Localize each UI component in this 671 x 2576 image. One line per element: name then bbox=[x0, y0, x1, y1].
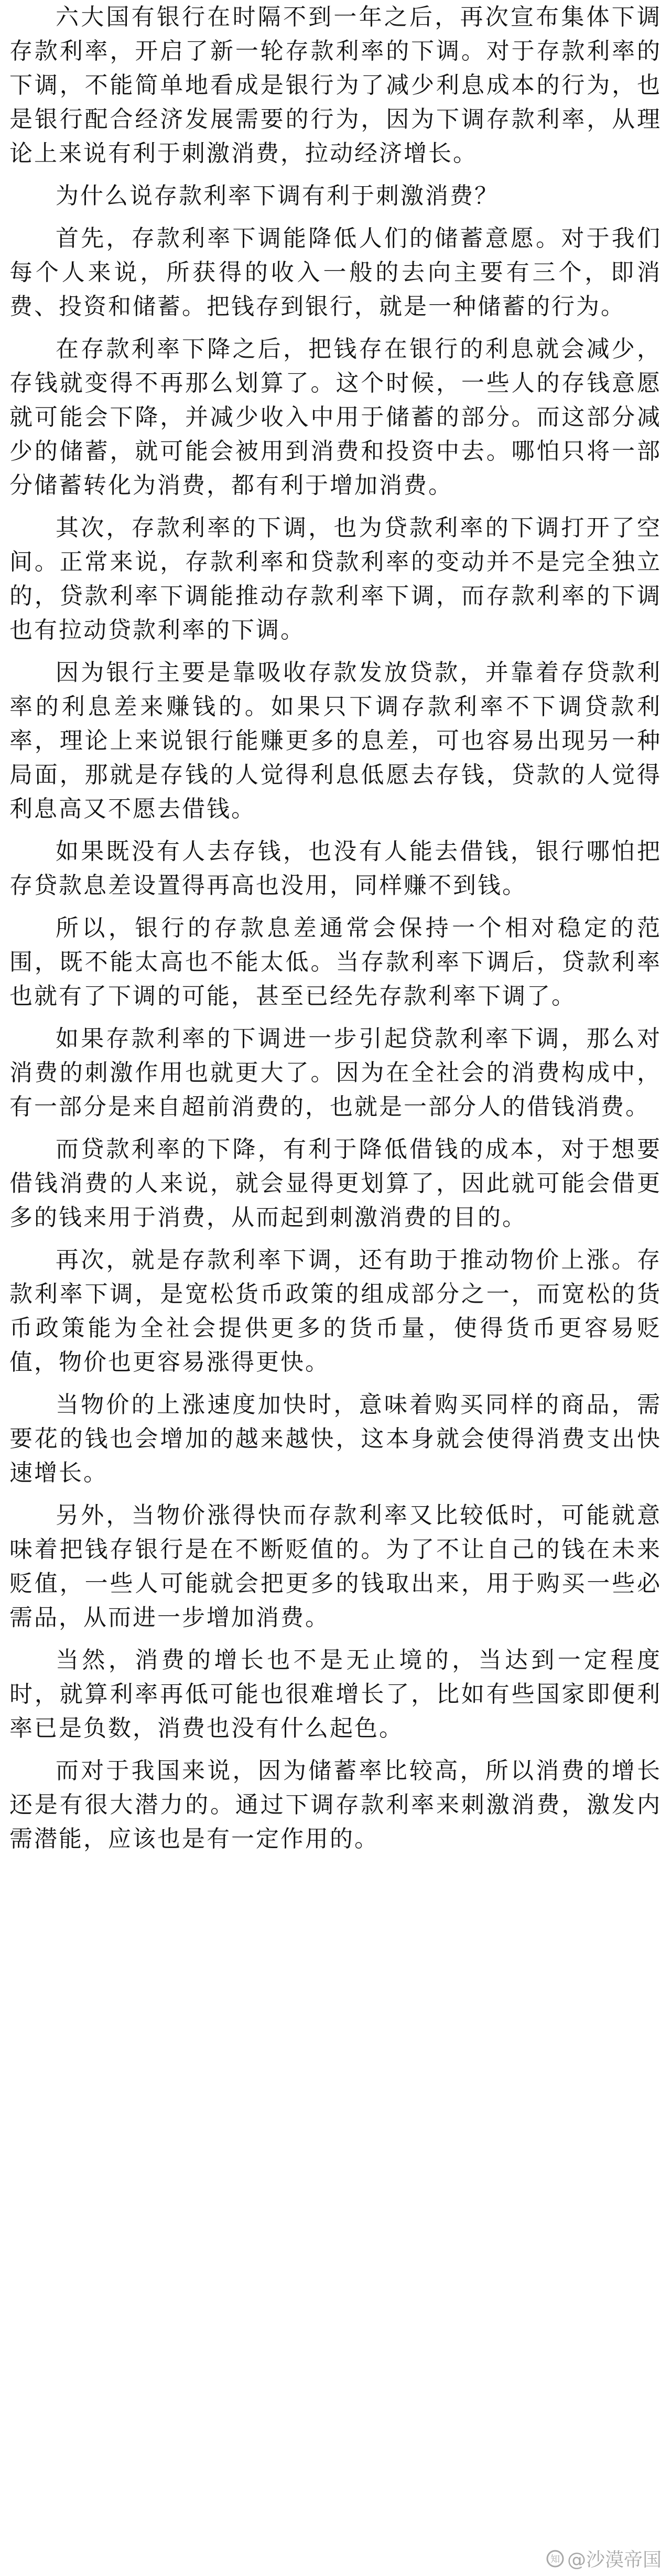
paragraph-8: 所以，银行的存款息差通常会保持一个相对稳定的范围，既不能太高也不能太低。当存款利率下调后，贷款利率也就有了下调的可能，甚至已经先存款利率下调了。 bbox=[9, 915, 662, 1010]
watermark-text: @沙漠帝国 bbox=[567, 2549, 662, 2571]
paragraph-11: 再次，就是存款利率下调，还有助于推动物价上涨。存款利率下调，是宽松货币政策的组成部分之一，而宽松的货币政策能为全社会提供更多的货币量，使得货币更容易贬值，物价也更容易涨得更快。 bbox=[9, 1247, 662, 1376]
paragraph-3: 首先，存款利率下调能降低人们的储蓄意愿。对于我们每个人来说，所获得的收入一般的去向主要有三个，即消费、投资和储蓄。把钱存到银行，就是一种储蓄的行为。 bbox=[9, 225, 662, 320]
paragraph-13: 另外，当物价涨得快而存款利率又比较低时，可能就意味着把钱存银行是在不断贬值的。为了不让自己的钱在未来贬值，一些人可能就会把更多的钱取出来，用于购买一些必需品，从而进一步增加消费。 bbox=[9, 1502, 662, 1631]
paragraph-15: 而对于我国来说，因为储蓄率比较高，所以消费的增长还是有很大潜力的。通过下调存款利率来刺激消费，激发内需潜能，应该也是有一定作用的。 bbox=[9, 1757, 662, 1852]
svg-text:知: 知 bbox=[550, 2553, 560, 2565]
paragraph-7: 如果既没有人去存钱，也没有人能去借钱，银行哪怕把存贷款息差设置得再高也没用，同样赚不到钱。 bbox=[9, 838, 662, 899]
paragraph-5: 其次，存款利率的下调，也为贷款利率的下调打开了空间。正常来说，存款利率和贷款利率的变动并不是完全独立的，贷款利率下调能推动存款利率下调，而存款利率的下调也有拉动贷款利率的下调。 bbox=[9, 514, 662, 643]
paragraph-12: 当物价的上涨速度加快时，意味着购买同样的商品，需要花的钱也会增加的越来越快，这本身就会使得消费支出快速增长。 bbox=[9, 1391, 662, 1486]
article-body bbox=[9, 0, 662, 1856]
paragraph-14: 当然，消费的增长也不是无止境的，当达到一定程度时，就算利率再低可能也很难增长了，比如有些国家即便利率已是负数，消费也没有什么起色。 bbox=[9, 1647, 662, 1742]
paragraph-10: 而贷款利率的下降，有利于降低借钱的成本，对于想要借钱消费的人来说，就会显得更划算了，因此就可能会借更多的钱来用于消费，从而起到刺激消费的目的。 bbox=[9, 1136, 662, 1231]
paragraph-4: 在存款利率下降之后，把钱存在银行的利息就会减少，存钱就变得不再那么划算了。这个时候，一些人的存钱意愿就可能会下降，并减少收入中用于储蓄的部分。而这部分减少的储蓄，就可能会被用到消费和投资中去。哪怕只将一部分储蓄转化为消费，都有利于增加消费。 bbox=[9, 336, 662, 499]
paragraph-9: 如果存款利率的下调进一步引起贷款利率下调，那么对消费的刺激作用也就更大了。因为在全社会的消费构成中，有一部分是来自超前消费的，也就是一部分人的借钱消费。 bbox=[9, 1025, 662, 1120]
watermark bbox=[546, 2545, 662, 2572]
paragraph-2: 为什么说存款利率下调有利于刺激消费？ bbox=[56, 183, 499, 209]
zhihu-logo-icon bbox=[546, 2550, 564, 2568]
paragraph-1: 六大国有银行在时隔不到一年之后，再次宣布集体下调存款利率，开启了新一轮存款利率的下调。对于存款利率的下调，不能简单地看成是银行为了减少利息成本的行为，也是银行配合经济发展需要的行为，因为下调存款利率，从理论上来说有利于刺激消费，拉动经济增长。 bbox=[9, 4, 662, 167]
paragraph-6: 因为银行主要是靠吸收存款发放贷款，并靠着存贷款利率的利息差来赚钱的。如果只下调存款利率不下调贷款利率，理论上来说银行能赚更多的息差，可也容易出现另一种局面，那就是存钱的人觉得利息低愿去存钱，贷款的人觉得利息高又不愿去借钱。 bbox=[9, 659, 662, 822]
